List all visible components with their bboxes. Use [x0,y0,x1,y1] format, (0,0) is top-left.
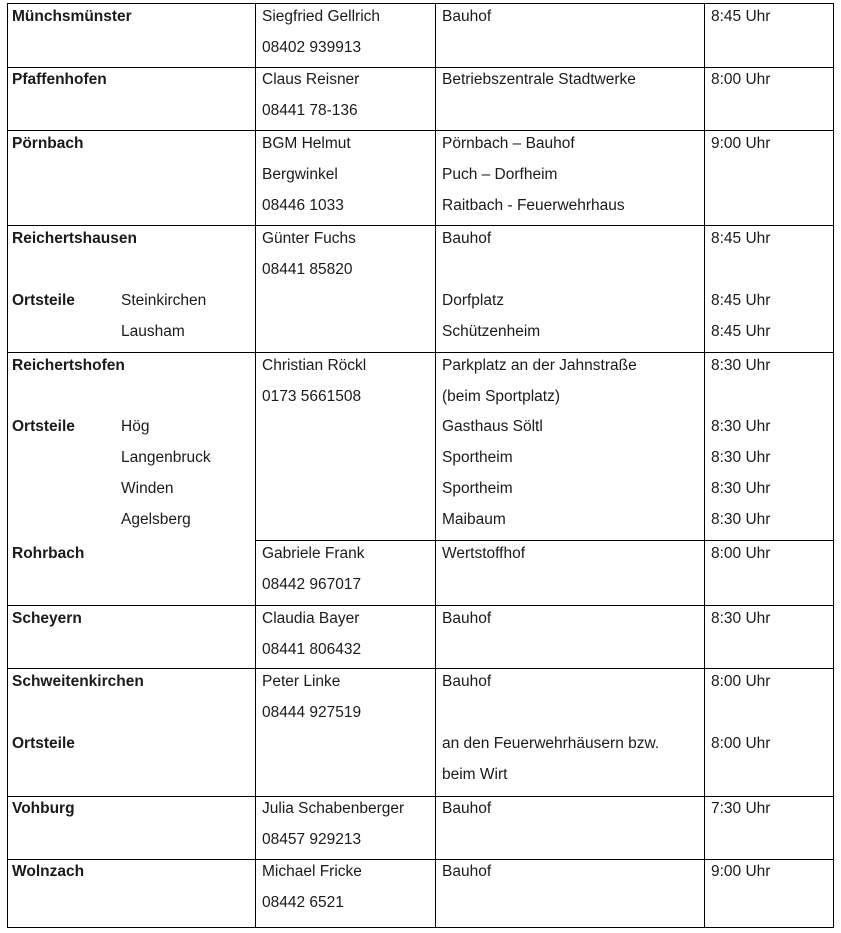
collection-time: 9:00 Uhr [711,863,771,880]
ortsteil-name: Langenbruck [121,449,211,466]
collection-time: 8:30 Uhr [711,480,771,497]
municipality-name: Pörnbach [12,135,84,152]
municipality-name: Münchsmünster [12,8,132,25]
contact-line: Siegfried Gellrich [262,8,381,25]
collection-place: Puch – Dorfheim [442,166,558,183]
contact-line: Günter Fuchs [262,230,356,247]
collection-time: 8:00 Uhr [711,545,771,562]
row-divider [7,796,834,797]
row-divider [7,352,834,353]
municipality-name: Rohrbach [12,545,85,562]
ortsteil-name: Winden [121,480,174,497]
collection-place: Wertstoffhof [442,545,525,562]
collection-time: 8:30 Uhr [711,357,771,374]
row-divider [7,927,834,928]
column-divider [7,3,8,928]
row-divider [7,3,834,4]
collection-time: 8:00 Uhr [711,735,771,752]
row-divider [7,668,834,669]
contact-line: 08444 927519 [262,704,362,721]
collection-place: (beim Sportplatz) [442,388,561,405]
row-divider [7,225,834,226]
contact-line: Julia Schabenberger [262,800,405,817]
contact-line: Christian Röckl [262,357,367,374]
collection-time: 8:45 Uhr [711,8,771,25]
municipality-name: Wolnzach [12,863,85,880]
collection-time: 8:00 Uhr [711,71,771,88]
contact-line: 08457 929213 [262,831,362,848]
collection-place: Raitbach - Feuerwehrhaus [442,197,625,214]
collection-time: 8:30 Uhr [711,449,771,466]
collection-time: 8:30 Uhr [711,610,771,627]
collection-place: Bauhof [442,230,492,247]
ortsteil-name: Lausham [121,323,185,340]
municipality-name: Vohburg [12,800,75,817]
contact-line: Michael Fricke [262,863,362,880]
collection-place: Sportheim [442,480,513,497]
ortsteil-name: Hög [121,418,150,435]
collection-place: Bauhof [442,673,492,690]
municipality-name: Reichertshausen [12,230,137,247]
municipality-name: Pfaffenhofen [12,71,107,88]
contact-line: 08441 85820 [262,261,353,278]
contact-line: Claus Reisner [262,71,360,88]
collection-place: Gasthaus Söltl [442,418,543,435]
row-divider [7,67,834,68]
contact-line: 08441 806432 [262,641,362,658]
contact-line: Claudia Bayer [262,610,360,627]
collection-time: 8:45 Uhr [711,323,771,340]
collection-place: Pörnbach – Bauhof [442,135,575,152]
municipality-name: Scheyern [12,610,82,627]
collection-place: Betriebszentrale Stadtwerke [442,71,636,88]
collection-place: Bauhof [442,8,492,25]
row-divider [255,540,834,541]
column-divider [833,3,834,928]
contact-line: 08441 78-136 [262,102,358,119]
ortsteile-label: Ortsteile [12,735,75,752]
collection-place: Schützenheim [442,323,541,340]
ortsteil-name: Agelsberg [121,511,191,528]
contact-line: Gabriele Frank [262,545,365,562]
collection-place: Bauhof [442,800,492,817]
contact-line: Bergwinkel [262,166,338,183]
collection-time: 8:30 Uhr [711,511,771,528]
ortsteile-label: Ortsteile [12,418,75,435]
collection-time: 7:30 Uhr [711,800,771,817]
collection-place: beim Wirt [442,766,508,783]
municipality-name: Schweitenkirchen [12,673,144,690]
collection-place: an den Feuerwehrhäusern bzw. [442,735,660,752]
contact-line: 08442 967017 [262,576,362,593]
collection-place: Bauhof [442,863,492,880]
contact-line: BGM Helmut [262,135,351,152]
collection-time: 8:45 Uhr [711,292,771,309]
contact-line: 08402 939913 [262,39,362,56]
collection-place: Sportheim [442,449,513,466]
collection-place: Bauhof [442,610,492,627]
collection-place: Maibaum [442,511,506,528]
column-divider [435,3,436,928]
contact-line: 08446 1033 [262,197,344,214]
ortsteile-label: Ortsteile [12,292,75,309]
ortsteil-name: Steinkirchen [121,292,207,309]
collection-place: Parkplatz an der Jahnstraße [442,357,637,374]
column-divider [704,3,705,928]
contact-line: 08442 6521 [262,894,344,911]
collection-time: 8:45 Uhr [711,230,771,247]
contact-line: Peter Linke [262,673,341,690]
contact-line: 0173 5661508 [262,388,362,405]
municipality-name: Reichertshofen [12,357,125,374]
collection-place: Dorfplatz [442,292,505,309]
row-divider [7,605,834,606]
column-divider [255,3,256,928]
row-divider [7,859,834,860]
collection-time: 8:30 Uhr [711,418,771,435]
row-divider [7,130,834,131]
collection-time: 9:00 Uhr [711,135,771,152]
collection-time: 8:00 Uhr [711,673,771,690]
